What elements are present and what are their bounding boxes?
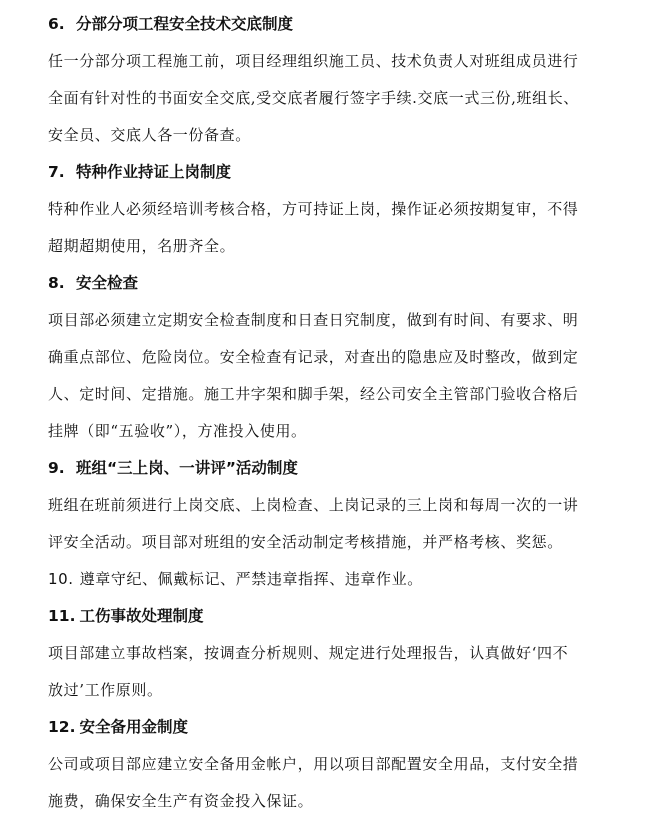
- body-line: 放过’工作原则。: [48, 681, 163, 699]
- section-body: [48, 191, 631, 265]
- section-title-text: 分部分项工程安全技术交底制度: [76, 15, 294, 33]
- body-line: 任一分部分项工程施工前，项目经理组织施工员、技术负责人对班组成员进行: [48, 52, 579, 70]
- section-body: [48, 746, 631, 820]
- body-line: 人、定时间、定措施。施工井字架和脚手架，经公司安全主管部门验收合格后: [48, 385, 579, 403]
- section-7: [48, 154, 631, 265]
- section-number: 7.: [48, 163, 65, 181]
- body-line: 项目部建立事故档案，按调查分析规则、规定进行处理报告，认真做好‘四不: [48, 644, 569, 662]
- body-line: 全面有针对性的书面安全交底,受交底者履行签字手续.交底一式三份,班组长、: [48, 89, 579, 107]
- section-body: [48, 43, 631, 154]
- section-heading: [48, 598, 631, 635]
- body-line: 超期超期使用，名册齐全。: [48, 237, 236, 255]
- section-title-text: 安全检查: [76, 274, 139, 292]
- section-heading: [48, 6, 631, 43]
- section-title-text: 遵章守纪、佩戴标记、严禁违章指挥、违章作业。: [79, 570, 423, 588]
- section-heading: [48, 265, 631, 302]
- section-6: [48, 6, 631, 154]
- body-line: 项目部必须建立定期安全检查制度和日查日究制度，做到有时间、有要求、明: [48, 311, 579, 329]
- body-line: 公司或项目部应建立安全备用金帐户，用以项目部配置安全用品，支付安全措: [48, 755, 579, 773]
- body-line: 评安全活动。项目部对班组的安全活动制定考核措施，并严格考核、奖惩。: [48, 533, 563, 551]
- section-heading: [48, 709, 631, 746]
- section-heading-plain: [48, 561, 631, 598]
- section-number: 12.: [48, 718, 76, 736]
- section-number: 11.: [48, 607, 76, 625]
- section-body: [48, 635, 631, 709]
- section-title-text: 安全备用金制度: [79, 718, 188, 736]
- section-10: [48, 561, 631, 598]
- section-11: [48, 598, 631, 709]
- section-12: [48, 709, 631, 820]
- section-body: [48, 487, 631, 561]
- body-line: 班组在班前须进行上岗交底、上岗检查、上岗记录的三上岗和每周一次的一讲: [48, 496, 579, 514]
- body-line: 确重点部位、危险岗位。安全检查有记录，对查出的隐患应及时整改，做到定: [48, 348, 579, 366]
- body-line: 特种作业人必须经培训考核合格，方可持证上岗，操作证必须按期复审，不得: [48, 200, 579, 218]
- section-number: 10.: [48, 570, 74, 588]
- body-line: 安全员、交底人各一份备查。: [48, 126, 251, 144]
- section-number: 8.: [48, 274, 65, 292]
- body-line: 施费，确保安全生产有资金投入保证。: [48, 792, 314, 810]
- section-title-text: 班组“三上岗、一讲评”活动制度: [76, 459, 298, 477]
- body-line: 挂牌（即“五验收”），方准投入使用。: [48, 422, 307, 440]
- section-title-text: 特种作业持证上岗制度: [76, 163, 232, 181]
- section-number: 6.: [48, 15, 65, 33]
- section-body: [48, 302, 631, 450]
- section-number: 9.: [48, 459, 65, 477]
- section-9: [48, 450, 631, 561]
- section-8: [48, 265, 631, 450]
- section-title-text: 工伤事故处理制度: [79, 607, 204, 625]
- section-heading: [48, 154, 631, 191]
- section-heading: [48, 450, 631, 487]
